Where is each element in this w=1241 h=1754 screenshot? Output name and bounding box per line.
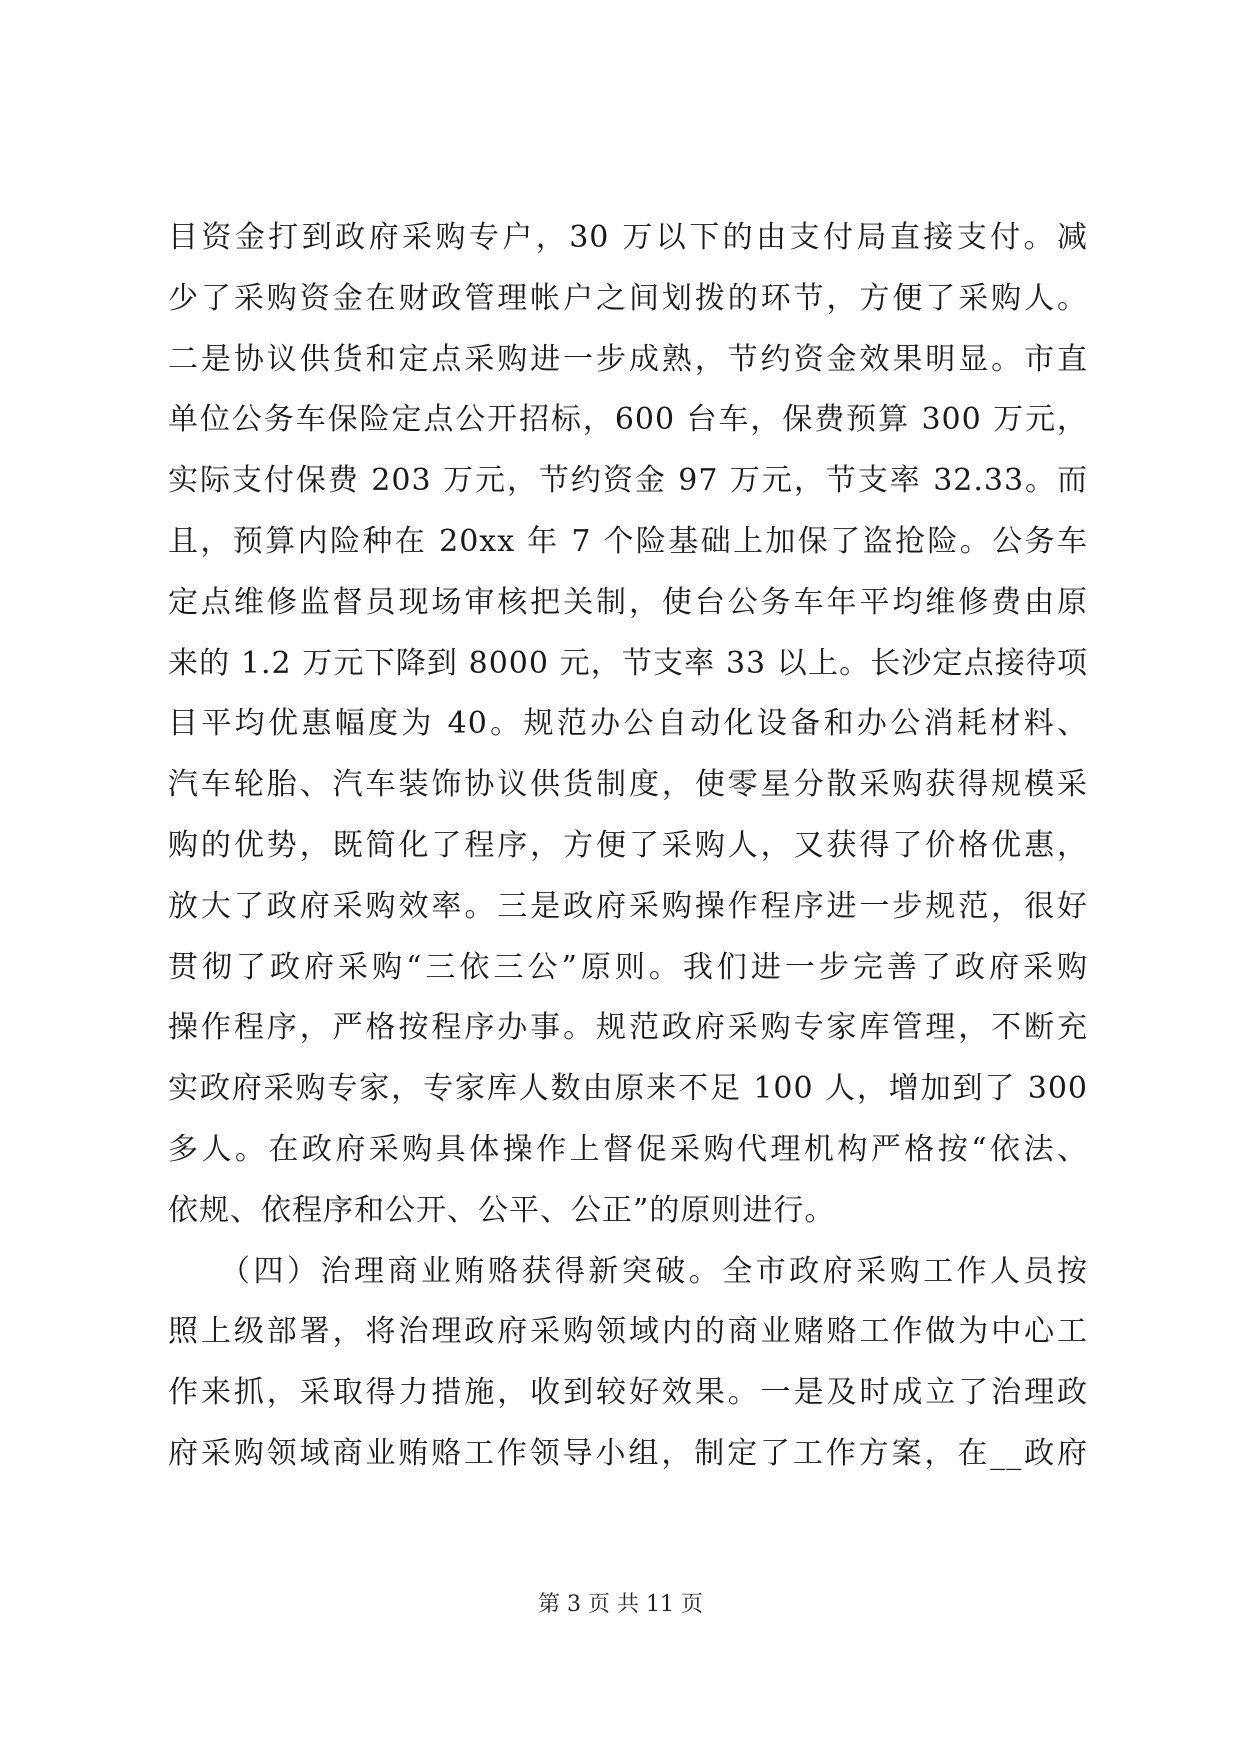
text-line: 单位公务车保险定点公开招标，600 台车，保费预算 300 万元， [168, 402, 1088, 438]
text-line: 操作程序，严格按程序办事。规范政府采购专家库管理，不断充 [168, 1010, 1088, 1046]
text-line: 目资金打到政府采购专户，30 万以下的由支付局直接支付。减 [168, 220, 1088, 255]
page-number-footer: 第 3 页 共 11 页 [538, 1592, 703, 1617]
text-line: 实际支付保费 203 万元，节约资金 97 万元，节支率 32.33。而 [168, 463, 1088, 499]
text-line: 定点维修监督员现场审核把关制，使台公务车年平均维修费由原 [168, 584, 1088, 620]
text-line: 购的优势，既简化了程序，方便了采购人，又获得了价格优惠， [168, 827, 1088, 863]
text-line: 放大了政府采购效率。三是政府采购操作程序进一步规范，很好 [168, 888, 1088, 924]
text-line: 目平均优惠幅度为 40。规范办公自动化设备和办公消耗材料、 [168, 706, 1088, 742]
text-line: 实政府采购专家，专家库人数由原来不足 100 人，增加到了 300 [168, 1071, 1088, 1107]
section-heading-line: （四）治理商业贿赂获得新突破。全市政府采购工作人员按 [168, 1253, 1088, 1289]
text-line: 来的 1.2 万元下降到 8000 元，节支率 33 以上。长沙定点接待项 [168, 645, 1088, 681]
text-line: 府采购领域商业贿赂工作领导小组，制定了工作方案，在__政府 [168, 1435, 1088, 1471]
text-line: 且，预算内险种在 20xx 年 7 个险基础上加保了盗抢险。公务车 [168, 523, 1088, 559]
text-line: 少了采购资金在财政管理帐户之间划拨的环节，方便了采购人。 [168, 280, 1088, 316]
text-line: 汽车轮胎、汽车装饰协议供货制度，使零星分散采购获得规模采 [168, 767, 1088, 803]
text-line: 依规、依程序和公开、公平、公正”的原则进行。 [168, 1192, 836, 1228]
body-text [168, 208, 1088, 1485]
text-line: 多人。在政府采购具体操作上督促采购代理机构严格按“依法、 [168, 1131, 1088, 1167]
text-line: 作来抓，采取得力措施，收到较好效果。一是及时成立了治理政 [168, 1375, 1088, 1411]
text-line: 二是协议供货和定点采购进一步成熟，节约资金效果明显。市直 [168, 341, 1088, 377]
text-line: 照上级部署，将治理政府采购领域内的商业赌赂工作做为中心工 [168, 1314, 1088, 1350]
text-line: 贯彻了政府采购“三依三公”原则。我们进一步完善了政府采购 [168, 949, 1088, 985]
